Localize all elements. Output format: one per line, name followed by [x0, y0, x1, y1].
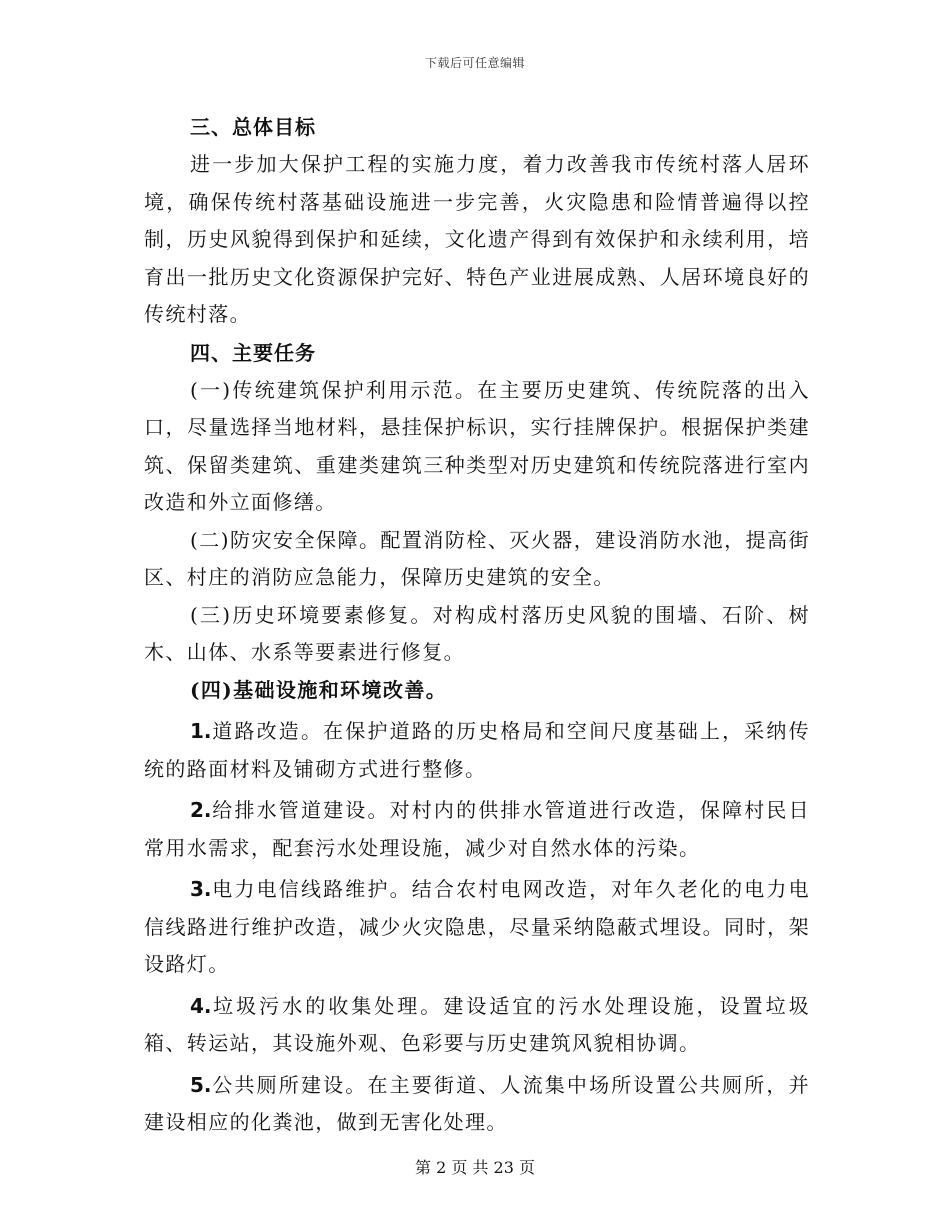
paragraph-task-2: (二)防灾安全保障。配置消防栓、灭火器，建设消防水池，提高街区、村庄的消防应急能力，保障历史建筑的安全。 [144, 527, 810, 589]
list-item [144, 792, 810, 867]
item-number: 5. [190, 1072, 212, 1097]
list-item [144, 1067, 810, 1142]
item-text: 电力电信线路维护。结合农村电网改造，对年久老化的电力电信线路进行维护改造，减少火灾隐患，尽量采纳隐蔽式埋设。同时，架设路灯。 [144, 877, 810, 976]
page-header: 下载后可任意编辑 [424, 56, 525, 70]
item-text: 给排水管道建设。对村内的供排水管道进行改造，保障村民日常用水需求，配套污水处理设施，减少对自然水体的污染。 [144, 798, 810, 860]
list-item [144, 988, 810, 1063]
section-heading-tasks: 四、主要任务 [190, 340, 316, 365]
section-heading-goals: 三、总体目标 [190, 115, 316, 139]
paragraph-goals: 进一步加大保护工程的实施力度，着力改善我市传统村落人居环境，确保传统村落基础设施进一步完善，火灾隐患和险情普遍得以控制，历史风貌得到保护和延续，文化遗产得到有效保护和永续利用，培育出一批历史文化资源保护完好、特色产业进展成熟、人居环境良好的传统村落。 [144, 152, 810, 326]
item-number: 3. [190, 877, 212, 901]
list-item [144, 871, 810, 984]
item-text: 道路改造。在保护道路的历史格局和空间尺度基础上，采纳传统的路面材料及铺砌方式进行整修。 [144, 719, 810, 781]
item-number: 1. [190, 719, 212, 743]
item-number: 2. [190, 798, 212, 822]
paragraph-task-1: (一)传统建筑保护利用示范。在主要历史建筑、传统院落的出入口，尽量选择当地材料，悬挂保护标识，实行挂牌保护。根据保护类建筑、保留类建筑、重建类建筑三种类型对历史建筑和传统院落进行室内改造和外立面修缮。 [144, 377, 810, 514]
item-number: 4. [190, 993, 212, 1018]
subheading-task-4: (四)基础设施和环境改善。 [190, 677, 448, 702]
item-text: 公共厕所建设。在主要街道、人流集中场所设置公共厕所，并建设相应的化粪池，做到无害化处理。 [144, 1072, 810, 1134]
item-text: 垃圾污水的收集处理。建设适宜的污水处理设施，设置垃圾箱、转运站，其设施外观、色彩要与历史建筑风貌相协调。 [144, 993, 810, 1055]
list-item [144, 713, 810, 788]
document-body [144, 108, 810, 1146]
page-footer: 第 2 页 共 23 页 [415, 1158, 535, 1177]
paragraph-task-3: (三)历史环境要素修复。对构成村落历史风貌的围墙、石阶、树木、山体、水系等要素进行修复。 [144, 602, 810, 664]
